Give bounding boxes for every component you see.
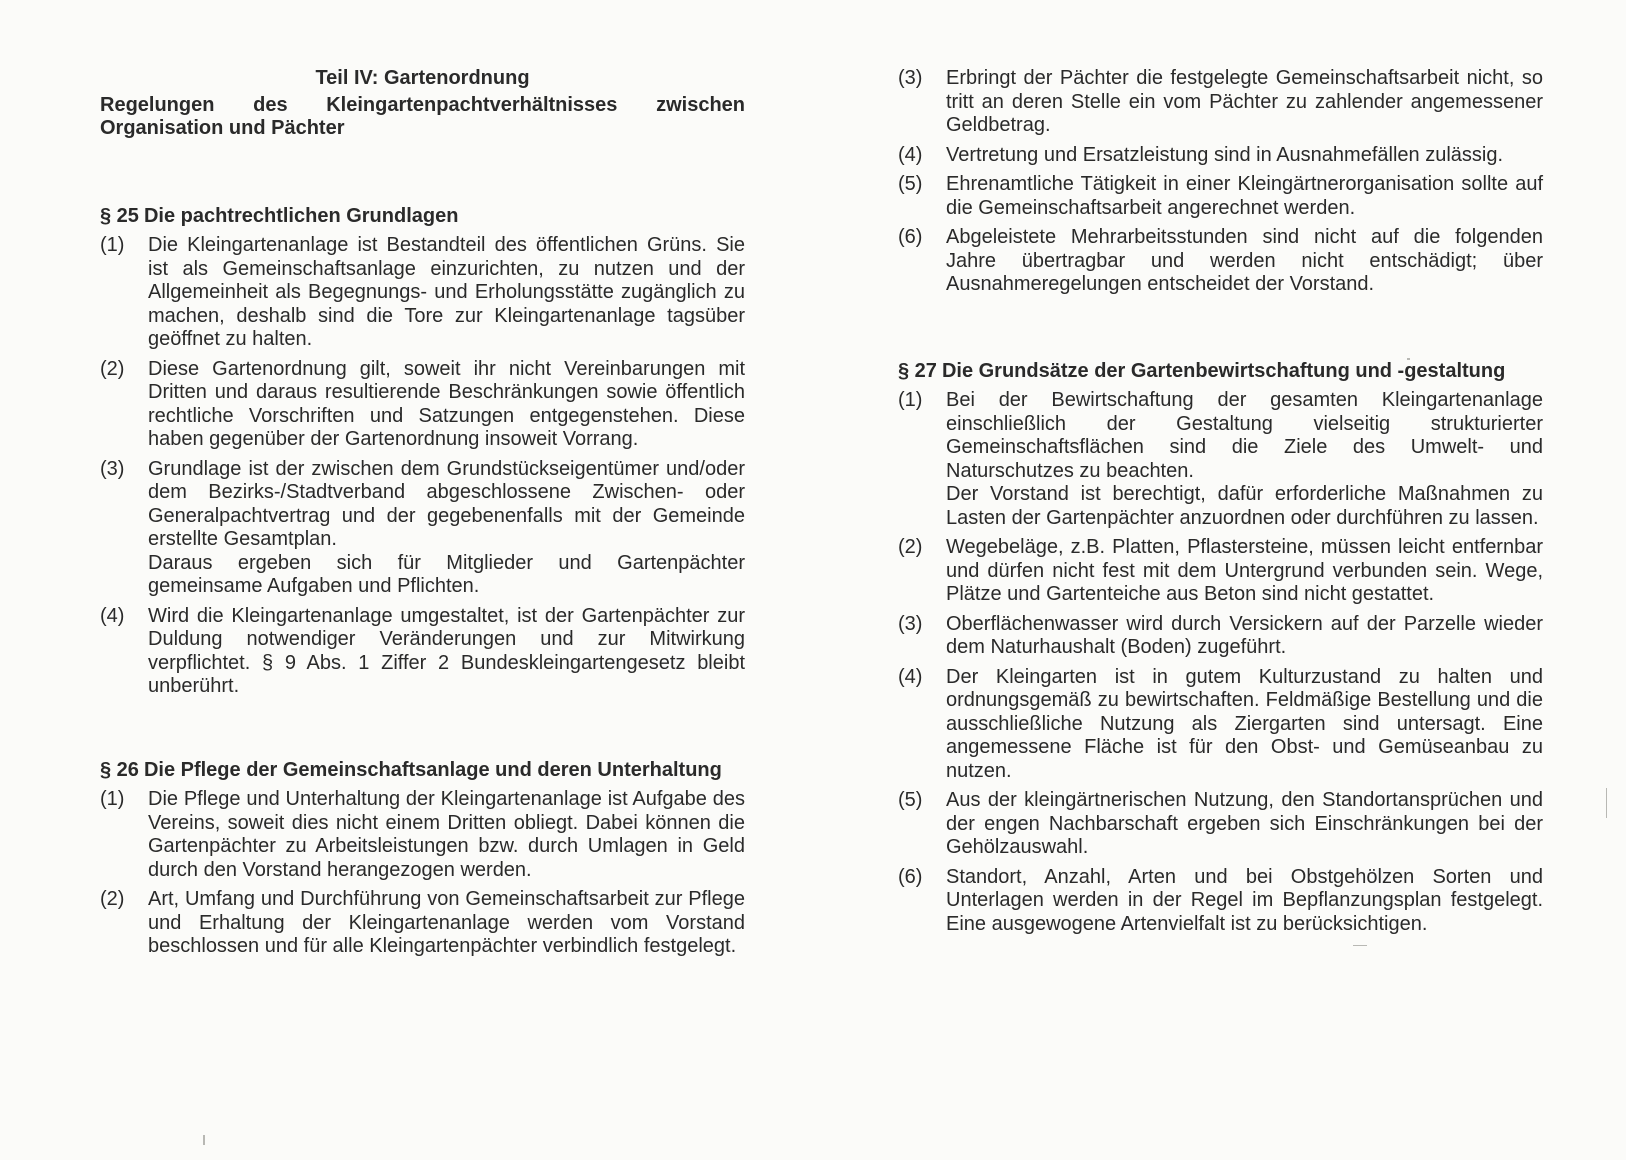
paragraph [898, 173, 1543, 220]
right-column [898, 67, 1543, 936]
paragraph-line: Art, Umfang und Durchführung von Gemeinschaftsarbeit zur Pflege und Erhaltung der Kleingartenanlage werden vom Vorstand beschlossen und für alle Kleingartenpächter verbindlich festgelegt. [148, 888, 745, 957]
paragraph-text [148, 605, 745, 699]
paragraph [898, 866, 1543, 937]
paragraph [898, 389, 1543, 530]
paragraph-number: (3) [898, 67, 923, 89]
paragraph [898, 226, 1543, 297]
paragraph-number: (1) [100, 788, 125, 810]
paragraph-text [148, 358, 745, 452]
paragraph-line: Erbringt der Pächter die festgelegte Gemeinschaftsarbeit nicht, so tritt an deren Stelle ein vom Pächter zu zahlender angemessener Geldbetrag. [946, 67, 1543, 136]
paragraph-line: Die Pflege und Unterhaltung der Kleingartenanlage ist Aufgabe des Vereins, soweit dies nicht einem Dritten obliegt. Dabei können die Gartenpächter zu Arbeitsleistungen bzw. durch Umlagen in Geld durch den Vorstand herangezogen werden. [148, 788, 745, 881]
section-title: Die Grundsätze der Gartenbewirtschaftung und -gestaltung [941, 359, 1506, 382]
section-title: Die pachtrechtlichen Grundlagen [143, 204, 459, 227]
paragraph-number: (2) [100, 888, 125, 910]
paragraph-line: Ehrenamtliche Tätigkeit in einer Kleingärtnerorganisation sollte auf die Gemeinschaftsarbeit angerechnet werden. [946, 173, 1543, 219]
paragraph-line: Die Kleingartenanlage ist Bestandteil des öffentlichen Grüns. Sie ist als Gemeinschaftsanlage einzurichten, zu nutzen und der Allgemeinheit als Begegnungs- und Erholungsstätte zugänglich zu machen, deshalb sind die Tore zur Kleingartenanlage tagsüber geöffnet zu halten. [148, 234, 745, 350]
scan-speck [203, 1135, 205, 1145]
paragraph-text [946, 536, 1543, 607]
paragraph-number: (5) [898, 789, 923, 811]
paragraph-line: Wird die Kleingartenanlage umgestaltet, ist der Gartenpächter zur Duldung notwendiger Veränderungen und zur Mitwirkung verpflichtet. § 9 Abs. 1 Ziffer 2 Bundeskleingartengesetz bleibt unberührt. [148, 604, 745, 697]
paragraph-line: Der Vorstand ist berechtigt, dafür erforderliche Maßnahmen zu Lasten der Gartenpächter anzuordnen oder durchführen zu lassen. [946, 483, 1543, 529]
paragraph-number: (4) [100, 604, 125, 627]
section-26 [100, 759, 745, 959]
section-heading [100, 205, 745, 229]
paragraph [898, 144, 1543, 168]
section-heading [100, 759, 745, 783]
paragraph-text [946, 173, 1543, 220]
part-subtitle: Regelungen des Kleingartenpachtverhältnisses zwischen Organisation und Pächter [100, 93, 745, 139]
paragraph [898, 613, 1543, 660]
paragraph-number: (1) [898, 389, 923, 411]
section-heading [898, 360, 1543, 384]
paragraph-text [946, 866, 1543, 937]
paragraph-text [946, 613, 1543, 660]
paragraph-line: Abgeleistete Mehrarbeitsstunden sind nicht auf die folgenden Jahre übertragbar und werden nicht entschädigt; über Ausnahmeregelungen entscheidet der Vorstand. [946, 226, 1543, 295]
paragraph-line: Oberflächenwasser wird durch Versickern auf der Parzelle wieder dem Naturhaushalt (Boden) zugeführt. [946, 612, 1543, 658]
paragraph-line: Vertretung und Ersatzleistung sind in Ausnahmefällen zulässig. [946, 143, 1504, 166]
paragraph-text [946, 144, 1543, 168]
paragraph-text [946, 789, 1543, 860]
paragraph-line: Daraus ergeben sich für Mitglieder und Gartenpächter gemeinsame Aufgaben und Pflichten. [148, 551, 745, 597]
paragraph [100, 788, 745, 882]
paragraph-line: Wegebeläge, z.B. Platten, Pflastersteine, müssen leicht entfernbar und dürfen nicht fest mit dem Untergrund verbunden sein. Wege, Plätze und Gartenteiche aus Beton sind nicht gestattet. [946, 536, 1543, 605]
section-27 [898, 360, 1543, 937]
scan-speck [1407, 358, 1410, 360]
paragraph-number: (3) [898, 612, 923, 635]
paragraph-number: (3) [100, 457, 125, 480]
paragraph-line: Aus der kleingärtnerischen Nutzung, den Standortansprüchen und der engen Nachbarschaft ergeben sich Einschränkungen bei der Gehölzauswahl. [946, 789, 1543, 858]
paragraph-text [148, 888, 745, 959]
left-column [100, 67, 745, 959]
paragraph-number: (2) [100, 357, 125, 380]
paragraph-line: Diese Gartenordnung gilt, soweit ihr nicht Vereinbarungen mit Dritten und daraus resultierende Beschränkungen sowie öffentlich rechtliche Vorschriften und Satzungen entgegenstehen. Diese haben gegenüber der Gartenordnung insoweit Vorrang. [148, 357, 745, 450]
paragraph-text [946, 67, 1543, 138]
part-title: Teil IV: Gartenordnung [315, 67, 530, 89]
section-title: Die Pflege der Gemeinschaftsanlage und deren Unterhaltung [143, 758, 722, 781]
paragraph-text [148, 234, 745, 352]
paragraph-text [148, 458, 745, 599]
paragraph-number: (1) [100, 234, 125, 256]
paragraph [898, 789, 1543, 860]
paragraph-text [148, 788, 745, 882]
section-number: § 27 [898, 359, 937, 382]
section-25 [100, 205, 745, 699]
paragraph-text [946, 226, 1543, 297]
paragraph-number: (5) [898, 173, 923, 195]
paragraph [100, 234, 745, 352]
paragraph-line: Der Kleingarten ist in gutem Kulturzustand zu halten und ordnungsgemäß zu bewirtschaften. Feldmäßige Bestellung und die ausschließliche Nutzung als Ziergarten sind untersagt. Eine angemessene Fläche ist für den Obst- und Gemüseanbau zu nutzen. [946, 665, 1543, 782]
paragraph-number: (4) [898, 665, 923, 688]
paragraph-number: (2) [898, 536, 923, 558]
section-number: § 26 [100, 758, 139, 781]
paragraph-text [946, 389, 1543, 530]
paragraph [100, 458, 745, 599]
paragraph-number: (6) [898, 226, 923, 248]
paragraph-text [946, 666, 1543, 784]
paragraph [898, 666, 1543, 784]
paragraph-line: Grundlage ist der zwischen dem Grundstückseigentümer und/oder dem Bezirks-/Stadtverband abgeschlossene Zwischen- oder Generalpachtvertrag und der gegebenenfalls mit der Gemeinde erstellte Gesamtplan. [148, 457, 745, 550]
paragraph [100, 605, 745, 699]
paragraph [898, 67, 1543, 138]
paragraph [898, 536, 1543, 607]
paragraph-number: (4) [898, 143, 923, 166]
paragraph-line: Bei der Bewirtschaftung der gesamten Kleingartenanlage einschließlich der Gestaltung vielseitig strukturierter Gemeinschaftsflächen sind die Ziele des Umwelt- und Naturschutzes zu beachten. [946, 389, 1543, 482]
paragraph-number: (6) [898, 865, 923, 888]
paragraph [100, 888, 745, 959]
section-number: § 25 [100, 204, 139, 227]
scan-speck [1606, 788, 1607, 818]
paragraph [100, 358, 745, 452]
paragraph-line: Standort, Anzahl, Arten und bei Obstgehölzen Sorten und Unterlagen werden in der Regel im Bepflanzungsplan festgelegt. Eine ausgewogene Artenvielfalt ist zu berücksichtigen. [946, 865, 1543, 935]
scan-speck [1353, 945, 1367, 946]
